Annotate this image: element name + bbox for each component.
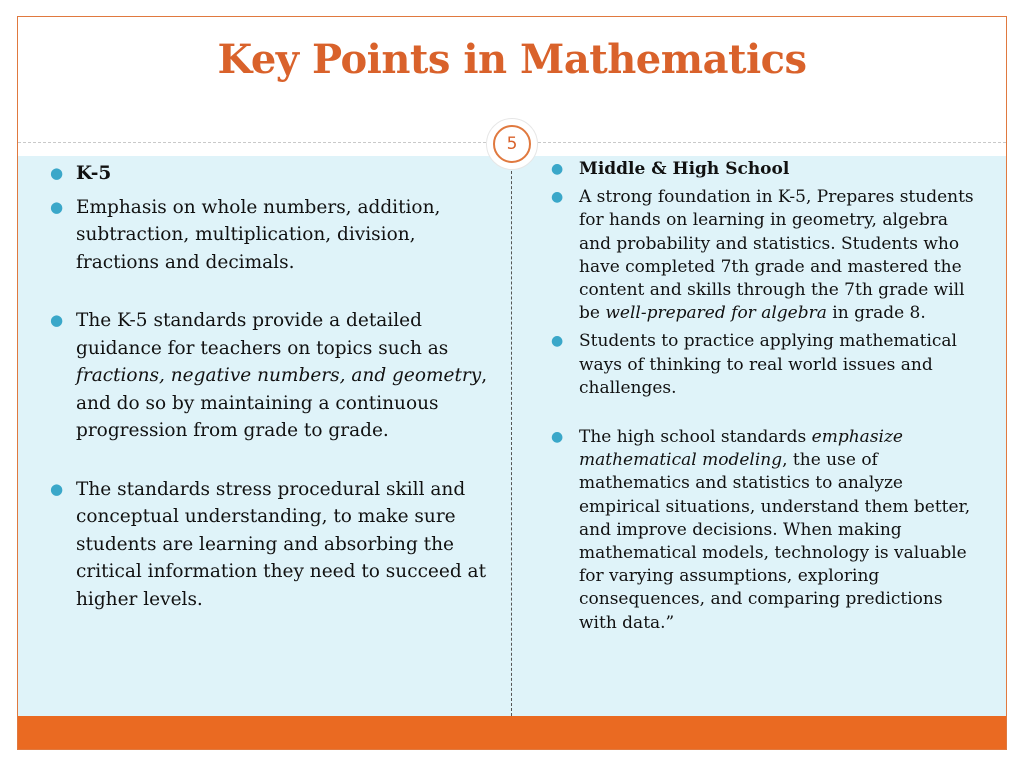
right-bullet-3 [551, 426, 981, 635]
bullet-icon: ● [50, 164, 64, 182]
bullet-icon: ● [50, 311, 64, 329]
page-number-badge [486, 118, 538, 170]
right-bullet-3-emphasis: emphasize mathematical modeling [579, 427, 903, 471]
right-bullet-1 [551, 186, 981, 325]
footer-bar [18, 716, 1006, 749]
right-bullet-1-text-end: in grade 8. [826, 303, 926, 324]
left-bullet-1-text: Emphasis on whole numbers, addition, subtraction, multiplication, division, fractions and decimals. [76, 196, 441, 273]
bullet-icon: ● [551, 189, 564, 206]
left-bullet-3 [50, 476, 490, 614]
bullet-icon: ● [551, 161, 564, 177]
right-heading-item [551, 158, 981, 181]
left-bullet-2-text-end: , and do so by maintaining a continuous progression from grade to grade. [76, 365, 488, 441]
left-heading: K-5 [76, 163, 112, 184]
right-bullet-3-text-start: The high school standards [579, 427, 812, 448]
right-heading: Middle & High School [579, 159, 790, 179]
page-number: 5 [493, 125, 531, 163]
left-bullet-2 [50, 307, 490, 445]
slide-title: Key Points in Mathematics [217, 36, 807, 83]
left-heading-item [50, 160, 490, 188]
left-bullet-2-emphasis: fractions, negative numbers, and geometry [76, 365, 482, 386]
left-bullet-1 [50, 194, 490, 277]
right-bullet-1-emphasis: well-prepared for algebra [605, 303, 827, 324]
bullet-icon: ● [551, 429, 564, 446]
right-bullet-2 [551, 330, 981, 400]
bullet-icon: ● [551, 333, 564, 350]
right-bullet-1-text-start: A strong foundation in K-5, Prepares students for hands on learning in geometry, algebra and probability and statistics. Students who have completed 7th grade and mastered the content and skills through the 7th grade will be [579, 187, 974, 324]
left-bullet-2-text-start: The K-5 standards provide a detailed guidance for teachers on topics such as [76, 310, 449, 359]
right-bullet-2-text: Students to practice applying mathematical ways of thinking to real world issues and challenges. [579, 331, 957, 398]
bullet-icon: ● [50, 197, 64, 216]
left-bullet-3-text: The standards stress procedural skill and conceptual understanding, to make sure students are learning and absorbing the critical information they need to succeed at higher levels. [76, 478, 487, 610]
column-divider [511, 156, 512, 716]
bullet-icon: ● [50, 479, 64, 498]
right-bullet-3-text-end: , the use of mathematics and statistics to analyze empirical situations, understand them better, and improve decisions. When making mathematical models, technology is valuable for varying assumptions, exploring consequences, and comparing predictions with data.” [579, 450, 971, 633]
right-column [551, 158, 981, 635]
left-column [50, 160, 490, 613]
